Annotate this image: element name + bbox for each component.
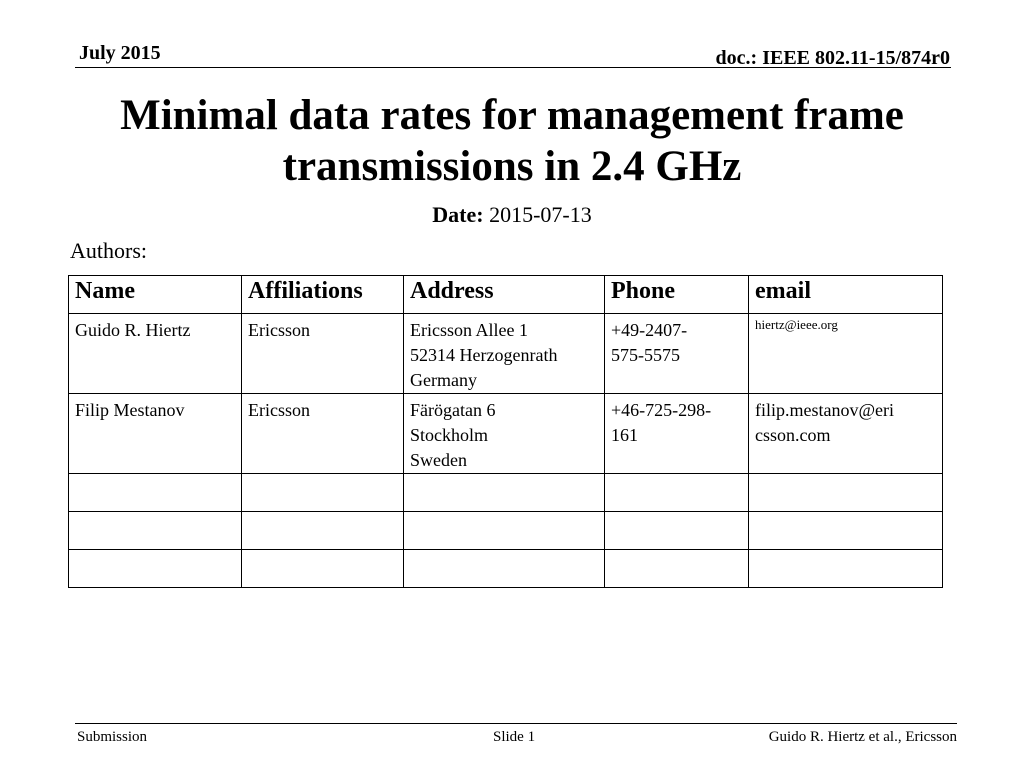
date-value: 2015-07-13 — [489, 202, 592, 227]
address-line: Stockholm — [410, 425, 489, 445]
author-affiliation-cell: Ericsson — [242, 394, 404, 474]
address-line: Färögatan 6 — [410, 400, 496, 420]
table-row — [69, 314, 943, 394]
author-address-cell — [404, 314, 605, 394]
header-divider — [75, 67, 951, 68]
table-header-row — [69, 276, 943, 314]
column-header-affiliations: Affiliations — [242, 276, 404, 314]
authors-label: Authors: — [70, 238, 147, 263]
empty-cell — [605, 512, 749, 550]
author-address-cell — [404, 394, 605, 474]
address-line: Germany — [410, 370, 477, 390]
column-header-email: email — [749, 276, 943, 314]
empty-cell — [242, 550, 404, 588]
address-line: Ericsson Allee 1 — [410, 320, 528, 340]
empty-cell — [404, 474, 605, 512]
date-label: Date: — [432, 202, 484, 227]
header-date: July 2015 — [79, 42, 161, 64]
author-name-cell: Filip Mestanov — [69, 394, 242, 474]
slide-title — [50, 90, 974, 192]
email-line: hiertz@ieee.org — [755, 317, 838, 332]
empty-cell — [242, 474, 404, 512]
table-row — [69, 394, 943, 474]
empty-cell — [69, 512, 242, 550]
author-email-cell — [749, 314, 943, 394]
footer-divider — [75, 723, 957, 724]
footer-author: Guido R. Hiertz et al., Ericsson — [768, 729, 957, 745]
empty-cell — [749, 550, 943, 588]
authors-table — [68, 275, 943, 588]
empty-table-row — [69, 474, 943, 512]
email-line: csson.com — [755, 425, 831, 445]
slide-number: Slide 1 — [493, 729, 536, 745]
phone-line: 575-5575 — [611, 345, 680, 365]
empty-cell — [404, 512, 605, 550]
document-id: doc.: IEEE 802.11-15/874r0 — [715, 47, 950, 69]
empty-cell — [69, 550, 242, 588]
author-email-cell — [749, 394, 943, 474]
title-line-1: Minimal data rates for management frame — [120, 92, 904, 139]
empty-cell — [749, 512, 943, 550]
footer-submission: Submission — [77, 729, 148, 745]
column-header-name: Name — [69, 276, 242, 314]
empty-cell — [749, 474, 943, 512]
phone-line: +49-2407- — [611, 320, 688, 340]
author-phone-cell — [605, 314, 749, 394]
address-line: Sweden — [410, 450, 467, 470]
empty-cell — [69, 474, 242, 512]
author-phone-cell — [605, 394, 749, 474]
column-header-phone: Phone — [605, 276, 749, 314]
empty-cell — [242, 512, 404, 550]
empty-table-row — [69, 512, 943, 550]
phone-line: 161 — [611, 425, 638, 445]
email-line: filip.mestanov@eri — [755, 400, 895, 420]
author-affiliation-cell: Ericsson — [242, 314, 404, 394]
date-line — [0, 202, 1024, 228]
title-line-2: transmissions in 2.4 GHz — [282, 143, 742, 190]
empty-cell — [605, 550, 749, 588]
empty-cell — [404, 550, 605, 588]
author-name-cell: Guido R. Hiertz — [69, 314, 242, 394]
column-header-address: Address — [404, 276, 605, 314]
phone-line: +46-725-298- — [611, 400, 712, 420]
empty-table-row — [69, 550, 943, 588]
address-line: 52314 Herzogenrath — [410, 345, 558, 365]
empty-cell — [605, 474, 749, 512]
